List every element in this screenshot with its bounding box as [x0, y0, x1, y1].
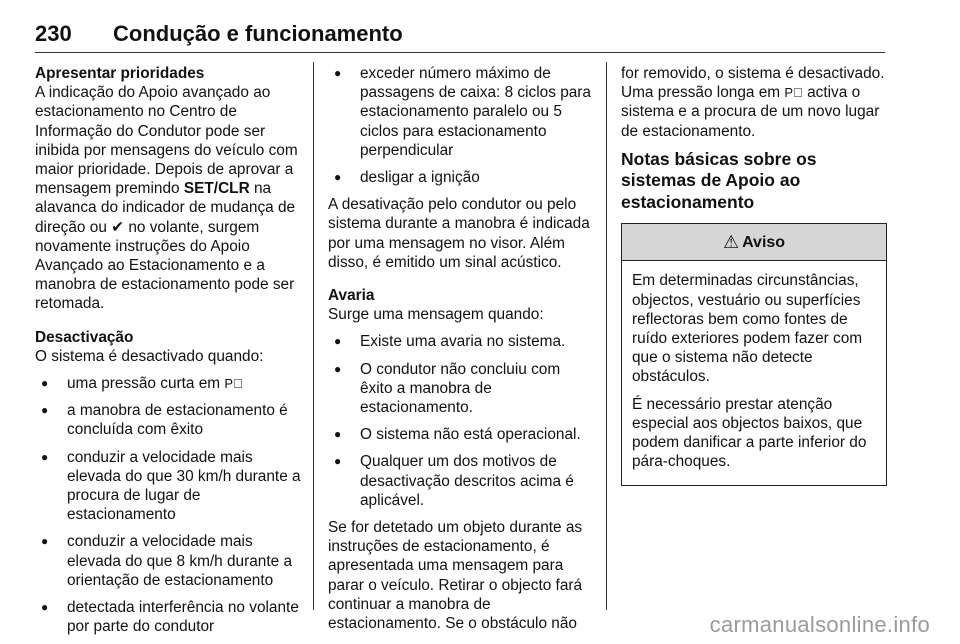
paragraph: A desativação pelo condutor ou pelo sistema durante a manobra é indicada por uma mensagem no visor. Além disso, é emitido um sinal acústico.: [328, 196, 590, 271]
warning-box: [621, 223, 887, 486]
column-left: [35, 64, 301, 644]
paragraph: [35, 83, 301, 313]
column-right: [621, 64, 887, 486]
chapter-title: Condução e funcionamento: [113, 21, 403, 46]
list-item: ● conduzir a velocidade mais elevada do que 30 km/h durante a procura de lugar de estacionamento: [35, 448, 301, 525]
list-item: ● Qualquer um dos motivos de desactivação descritos acima é aplicável.: [328, 452, 594, 510]
list-item: ● a manobra de estacionamento é concluída com êxito: [35, 401, 301, 439]
warning-body: [622, 261, 886, 485]
text: na alavanca do indicador de mudança de direção ou: [35, 180, 296, 236]
column-divider: [606, 62, 607, 610]
list-item: ● O condutor não concluiu com êxito a manobra de estacionamento.: [328, 360, 594, 418]
list-item: ● O sistema não está operacional.: [328, 425, 594, 444]
button-label-set-clr: SET/CLR: [183, 180, 250, 198]
page-header: [35, 18, 885, 53]
page-number: 230: [35, 21, 72, 46]
list-item: ● conduzir a velocidade mais elevada do que 8 km/h durante a orientação de estacionamento: [35, 532, 301, 590]
section-heading: Apresentar prioridades: [35, 65, 205, 82]
text: A indicação do Apoio avançado ao estacionamento no Centro de Informação do Condutor pode ser inibida por mensagens do veículo com maior prioridade. Depois de aprovar a mensagem premindo: [35, 84, 298, 198]
text: for removido, o sistema é desactivado. Uma pressão longa em: [621, 65, 885, 102]
bullet-list: [35, 374, 301, 636]
paragraph: Em determinadas circunstâncias, objectos, vestuário ou superfícies reflectoras bem como fontes de ruído exteriores podem fazer com que o sistema não detecte obstáculos.: [632, 272, 863, 386]
text: uma pressão curta em: [67, 375, 225, 393]
list-item: ● desligar a ignição: [328, 168, 594, 187]
warning-icon: ⚠: [722, 231, 740, 252]
bullet-list: [328, 332, 594, 510]
warning-title-bar: [622, 224, 886, 261]
parking-assist-icon: P⃣: [224, 376, 243, 392]
list-item: ● Existe uma avaria no sistema.: [328, 332, 594, 351]
list-item: [35, 374, 301, 393]
warning-title: Aviso: [742, 233, 786, 251]
parking-assist-icon: P⃣: [784, 85, 803, 101]
section-heading: Avaria: [328, 287, 375, 305]
paragraph: O sistema é desactivado quando:: [35, 347, 264, 365]
section-heading: Desactivação: [35, 328, 134, 346]
list-item: ● exceder número máximo de passagens de caixa: 8 ciclos para estacionamento paralelo ou 5 ciclos para estacionamento perpendicular: [328, 64, 594, 160]
paragraph: [621, 64, 887, 141]
watermark: carmanualsonline.info: [709, 612, 930, 637]
text: no volante, surgem novamente instruções do Apoio Avançado ao Estacionamento e a manobra de estacionamento pode ser retomada.: [35, 218, 295, 313]
paragraph: É necessário prestar atenção especial aos objectos baixos, que podem danificar a parte inferior do pára-choques.: [632, 395, 867, 471]
column-middle: [328, 64, 594, 641]
column-divider: [313, 62, 314, 610]
paragraph: Surge uma mensagem quando:: [328, 306, 544, 324]
list-item: ● detectada interferência no volante por parte do condutor: [35, 598, 301, 636]
bullet-list: [328, 64, 594, 187]
text: activa o sistema e a procura de um novo lugar de estacionamento.: [621, 84, 880, 140]
paragraph: Se for detetado um objeto durante as instruções de estacionamento, é apresentada uma mensagem para parar o veículo. Retirar o objecto fará continuar a manobra de estacionamento. Se o obstáculo não: [328, 519, 583, 633]
section-heading: Notas básicas sobre os sistemas de Apoio ao estacionamento: [621, 148, 817, 212]
checkmark-icon: ✔: [111, 218, 125, 236]
